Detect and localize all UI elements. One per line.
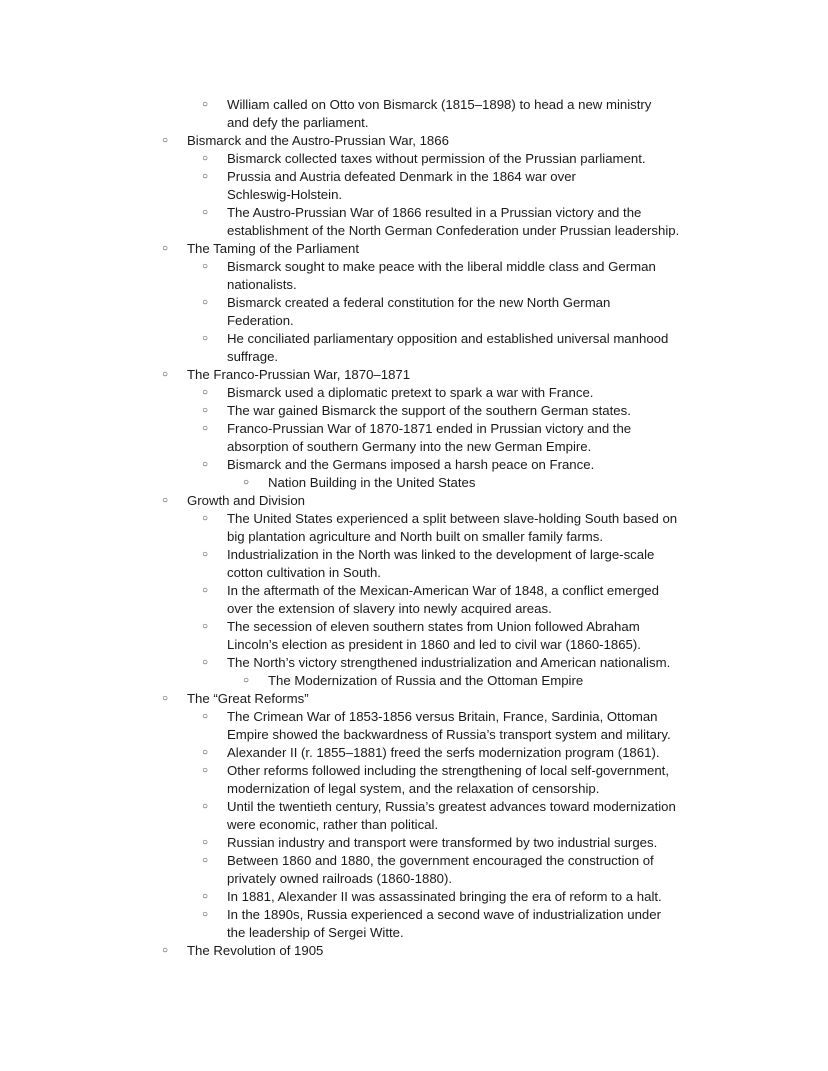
- outline-item-level-2: [0, 456, 828, 474]
- hollow-circle-bullet-icon: ○: [202, 801, 209, 812]
- outline-item-level-2: [0, 294, 828, 330]
- hollow-circle-bullet-icon: ○: [202, 207, 209, 218]
- outline-item-text: suffrage.: [227, 349, 279, 364]
- outline-item-text: big plantation agriculture and North built on smaller family farms.: [227, 529, 604, 544]
- outline-item-text: The Modernization of Russia and the Ottoman Empire: [268, 673, 584, 688]
- hollow-circle-bullet-icon: ○: [202, 387, 209, 398]
- outline-item-text: Schleswig-Holstein.: [227, 187, 343, 202]
- hollow-circle-bullet-icon: ○: [202, 549, 209, 560]
- outline-item-text: Industrialization in the North was linked to the development of large-scale: [227, 547, 655, 562]
- outline-item-level-2: [0, 546, 828, 582]
- hollow-circle-bullet-icon: ○: [162, 693, 169, 704]
- outline-item-text: absorption of southern Germany into the new German Empire.: [227, 439, 592, 454]
- outline-item-text: Other reforms followed including the strengthening of local self-government,: [227, 763, 670, 778]
- outline-item-level-2: [0, 510, 828, 546]
- hollow-circle-bullet-icon: ○: [202, 657, 209, 668]
- outline-item-level-1: [0, 366, 828, 384]
- outline-item-text: cotton cultivation in South.: [227, 565, 381, 580]
- outline-item-level-2: [0, 384, 828, 402]
- outline-item-level-1: [0, 240, 828, 258]
- outline-item-text: Between 1860 and 1880, the government encouraged the construction of: [227, 853, 654, 868]
- outline-item-text: Alexander II (r. 1855–1881) freed the serfs modernization program (1861).: [227, 745, 660, 760]
- outline-item-level-1: [0, 942, 828, 960]
- hollow-circle-bullet-icon: ○: [243, 477, 250, 488]
- outline-item-level-2: [0, 150, 828, 168]
- hollow-circle-bullet-icon: ○: [162, 243, 169, 254]
- hollow-circle-bullet-icon: ○: [202, 855, 209, 866]
- hollow-circle-bullet-icon: ○: [202, 837, 209, 848]
- outline-item-level-2: [0, 420, 828, 456]
- hollow-circle-bullet-icon: ○: [202, 585, 209, 596]
- outline-item-level-2: [0, 330, 828, 366]
- bullet-outline: [0, 96, 828, 960]
- outline-item-level-2: [0, 888, 828, 906]
- hollow-circle-bullet-icon: ○: [202, 171, 209, 182]
- outline-item-text: The Taming of the Parliament: [187, 241, 360, 256]
- outline-item-text: The Revolution of 1905: [187, 943, 324, 958]
- hollow-circle-bullet-icon: ○: [202, 99, 209, 110]
- outline-item-text: were economic, rather than political.: [227, 817, 439, 832]
- outline-item-level-2: [0, 834, 828, 852]
- outline-item-text: Bismarck used a diplomatic pretext to spark a war with France.: [227, 385, 594, 400]
- outline-item-level-2: [0, 402, 828, 420]
- outline-item-text: Franco-Prussian War of 1870-1871 ended in Prussian victory and the: [227, 421, 632, 436]
- outline-item-text: establishment of the North German Confederation under Prussian leadership.: [227, 223, 680, 238]
- outline-item-text: William called on Otto von Bismarck (1815–1898) to head a new ministry: [227, 97, 652, 112]
- outline-item-level-2: [0, 582, 828, 618]
- outline-item-text: Russian industry and transport were transformed by two industrial surges.: [227, 835, 658, 850]
- outline-item-text: The Austro-Prussian War of 1866 resulted in a Prussian victory and the: [227, 205, 642, 220]
- outline-item-level-1: [0, 690, 828, 708]
- outline-item-text: The war gained Bismarck the support of the southern German states.: [227, 403, 631, 418]
- hollow-circle-bullet-icon: ○: [202, 297, 209, 308]
- outline-item-text: Lincoln’s election as president in 1860 and led to civil war (1860-1865).: [227, 637, 641, 652]
- outline-item-text: Bismarck sought to make peace with the liberal middle class and German: [227, 259, 656, 274]
- hollow-circle-bullet-icon: ○: [202, 405, 209, 416]
- outline-item-text: Nation Building in the United States: [268, 475, 476, 490]
- hollow-circle-bullet-icon: ○: [202, 153, 209, 164]
- hollow-circle-bullet-icon: ○: [202, 891, 209, 902]
- hollow-circle-bullet-icon: ○: [202, 261, 209, 272]
- outline-item-text: and defy the parliament.: [227, 115, 369, 130]
- outline-item-level-2: [0, 852, 828, 888]
- outline-item-text: Bismarck created a federal constitution for the new North German: [227, 295, 611, 310]
- outline-item-text: Bismarck and the Germans imposed a harsh peace on France.: [227, 457, 595, 472]
- outline-item-text: He conciliated parliamentary opposition and established universal manhood: [227, 331, 669, 346]
- outline-item-text: In the 1890s, Russia experienced a second wave of industrialization under: [227, 907, 661, 922]
- hollow-circle-bullet-icon: ○: [202, 909, 209, 920]
- outline-item-level-2: [0, 618, 828, 654]
- outline-item-text: In 1881, Alexander II was assassinated bringing the era of reform to a halt.: [227, 889, 662, 904]
- outline-item-text: Bismarck collected taxes without permission of the Prussian parliament.: [227, 151, 646, 166]
- outline-item-text: The secession of eleven southern states from Union followed Abraham: [227, 619, 640, 634]
- outline-item-text: Prussia and Austria defeated Denmark in the 1864 war over: [227, 169, 576, 184]
- outline-item-level-2: [0, 168, 828, 204]
- outline-item-text: over the extension of slavery into newly acquired areas.: [227, 601, 552, 616]
- outline-item-text: The Crimean War of 1853-1856 versus Britain, France, Sardinia, Ottoman: [227, 709, 658, 724]
- outline-item-text: privately owned railroads (1860-1880).: [227, 871, 453, 886]
- outline-item-text: The North’s victory strengthened industrialization and American nationalism.: [227, 655, 671, 670]
- outline-item-level-1: [0, 132, 828, 150]
- outline-item-level-2: [0, 744, 828, 762]
- outline-item-level-3: [0, 672, 828, 690]
- outline-item-text: The United States experienced a split between slave-holding South based on: [227, 511, 678, 526]
- outline-item-level-2: [0, 654, 828, 672]
- outline-item-level-3: [0, 474, 828, 492]
- hollow-circle-bullet-icon: ○: [162, 369, 169, 380]
- hollow-circle-bullet-icon: ○: [202, 513, 209, 524]
- outline-item-level-2: [0, 258, 828, 294]
- hollow-circle-bullet-icon: ○: [202, 423, 209, 434]
- hollow-circle-bullet-icon: ○: [202, 621, 209, 632]
- outline-item-text: Bismarck and the Austro-Prussian War, 1866: [187, 133, 449, 148]
- outline-item-text: In the aftermath of the Mexican-American War of 1848, a conflict emerged: [227, 583, 659, 598]
- hollow-circle-bullet-icon: ○: [162, 135, 169, 146]
- outline-item-text: nationalists.: [227, 277, 297, 292]
- outline-item-text: modernization of legal system, and the relaxation of censorship.: [227, 781, 600, 796]
- outline-item-text: The Franco-Prussian War, 1870–1871: [187, 367, 411, 382]
- outline-item-level-2: [0, 96, 828, 132]
- outline-item-level-2: [0, 906, 828, 942]
- hollow-circle-bullet-icon: ○: [202, 747, 209, 758]
- outline-item-text: the leadership of Sergei Witte.: [227, 925, 404, 940]
- outline-item-level-2: [0, 798, 828, 834]
- outline-item-text: The “Great Reforms”: [187, 691, 309, 706]
- outline-item-text: Federation.: [227, 313, 294, 328]
- hollow-circle-bullet-icon: ○: [202, 765, 209, 776]
- outline-item-text: Until the twentieth century, Russia’s greatest advances toward modernization: [227, 799, 676, 814]
- outline-item-text: Empire showed the backwardness of Russia’s transport system and military.: [227, 727, 671, 742]
- hollow-circle-bullet-icon: ○: [162, 945, 169, 956]
- hollow-circle-bullet-icon: ○: [162, 495, 169, 506]
- hollow-circle-bullet-icon: ○: [243, 675, 250, 686]
- hollow-circle-bullet-icon: ○: [202, 711, 209, 722]
- outline-item-text: Growth and Division: [187, 493, 306, 508]
- outline-item-level-2: [0, 708, 828, 744]
- hollow-circle-bullet-icon: ○: [202, 333, 209, 344]
- outline-item-level-1: [0, 492, 828, 510]
- outline-item-level-2: [0, 204, 828, 240]
- hollow-circle-bullet-icon: ○: [202, 459, 209, 470]
- outline-item-level-2: [0, 762, 828, 798]
